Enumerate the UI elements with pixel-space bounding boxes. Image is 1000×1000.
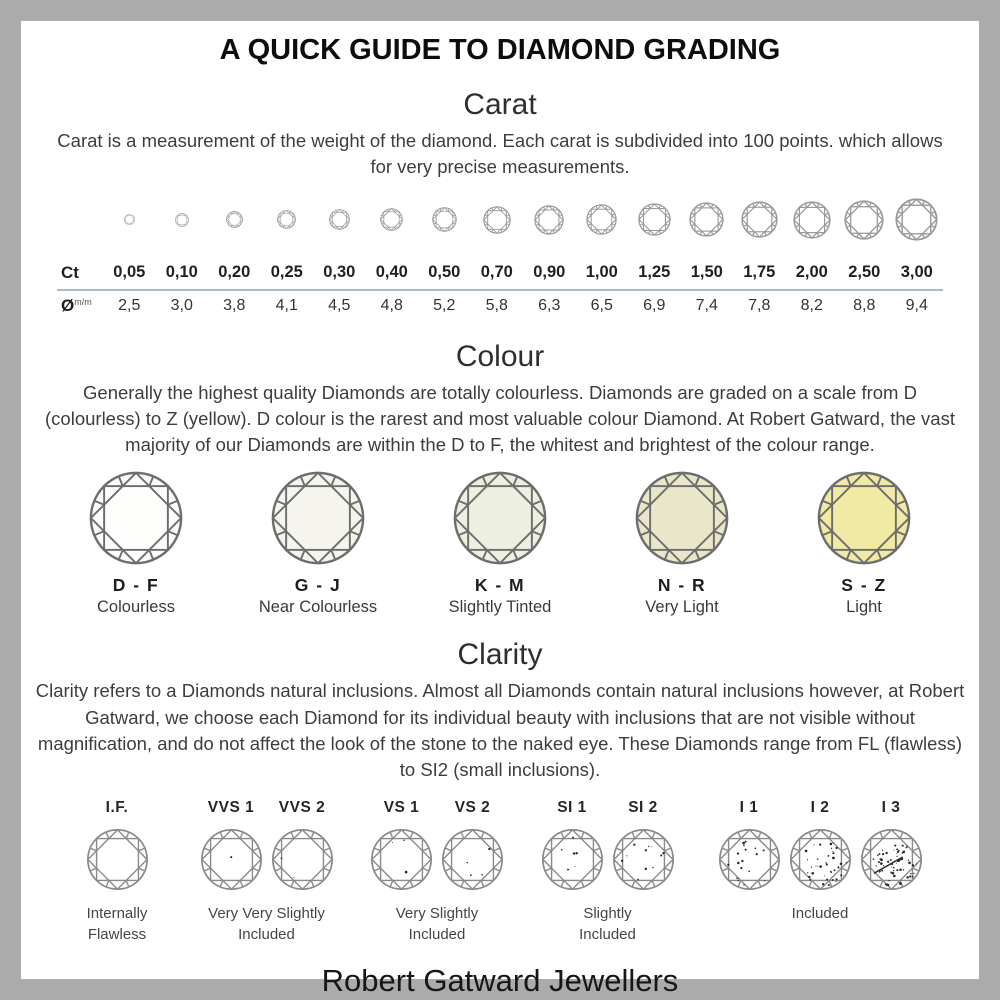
carat-value: 0,25: [270, 263, 303, 282]
carat-diamond-icon: [523, 205, 576, 235]
carat-heading: Carat: [463, 88, 537, 121]
clarity-grade-group: [535, 799, 681, 945]
carat-diamond-icon: [471, 206, 524, 234]
clarity-group-caption: Very Slightly Included: [395, 905, 479, 943]
diameter-mm-value: 4,8: [380, 296, 403, 314]
clarity-grade-code: I 1: [739, 799, 759, 817]
carat-diamond-icon: [891, 198, 944, 241]
carat-diamond-icon: [576, 204, 629, 235]
colour-grade-label: Light: [846, 598, 882, 617]
carat-value: 1,75: [743, 263, 776, 282]
clarity-grade-item: [441, 799, 504, 891]
clarity-diamond-icon: [200, 828, 263, 891]
clarity-grade-code: VS 1: [383, 799, 420, 817]
clarity-grade-item: [370, 799, 433, 891]
clarity-grade-code: VS 2: [454, 799, 491, 817]
carat-value: 3,00: [900, 263, 933, 282]
clarity-diamond-icon: [86, 828, 149, 891]
clarity-grade-item: [612, 799, 675, 891]
diameter-mm-value: 5,8: [485, 296, 508, 314]
diameter-mm-value: 7,8: [748, 296, 771, 314]
clarity-group-caption: Very Very Slightly Included: [208, 905, 325, 943]
colour-section: [21, 340, 979, 618]
diameter-mm-value: 2,5: [118, 296, 141, 314]
carat-size-table: [21, 189, 979, 319]
diameter-symbol: Ø: [61, 295, 75, 315]
diameter-mm-value: 8,8: [853, 296, 876, 314]
carat-table-divider: [57, 289, 943, 291]
clarity-diamonds: [86, 799, 149, 891]
colour-grade-item: [45, 470, 227, 617]
clarity-diamond-icon: [860, 828, 923, 891]
carat-value: 1,00: [585, 263, 618, 282]
carat-section: [21, 88, 979, 319]
colour-grade-item: [409, 470, 591, 617]
carat-diamond-icon: [261, 210, 314, 229]
diameter-mm-value: 6,9: [643, 296, 666, 314]
colour-grade-row: [45, 470, 955, 617]
page-title: A QUICK GUIDE TO DIAMOND GRADING: [219, 34, 781, 66]
clarity-diamonds: [200, 799, 334, 891]
colour-grade-item: [227, 470, 409, 617]
carat-mm-row-label: [57, 296, 103, 316]
carat-description: Carat is a measurement of the weight of the diamond. Each carat is subdivided into 100 points. which allows for very precise measurements.: [57, 130, 943, 178]
colour-description: Generally the highest quality Diamonds are totally colourless. Diamonds are graded on a scale from D (colourless) to Z (yellow). D colour is the rarest and most valuable colour Diamond. At Robert Gatward, the vast majority of our Diamonds are within the D to F, the whitest and brightest of the colour range.: [45, 381, 955, 456]
carat-value: 2,50: [848, 263, 881, 282]
clarity-grade-code: I 2: [810, 799, 830, 817]
diameter-mm-value: 8,2: [800, 296, 823, 314]
clarity-diamond-icon: [370, 828, 433, 891]
clarity-diamond-icon: [612, 828, 675, 891]
colour-grade-item: [591, 470, 773, 617]
clarity-grade-group: [707, 799, 933, 924]
clarity-group-caption: Internally Flawless: [86, 905, 148, 943]
clarity-grade-item: [271, 799, 334, 891]
colour-diamond-icon: [816, 470, 912, 566]
colour-diamond-icon: [452, 470, 548, 566]
diameter-mm-value: 9,4: [905, 296, 928, 314]
clarity-diamond-icon: [441, 828, 504, 891]
colour-grade-range: D - F: [112, 575, 160, 596]
diamond-grading-infographic: [21, 21, 979, 998]
clarity-description: Clarity refers to a Diamonds natural inclusions. Almost all Diamonds contain natural inclusions however, at Robert Gatward, we choose each Diamond for its individual beauty with inclusions that are not visible without magnification, and do not affect the look of the stone to the naked eye. These Diamonds range from FL (flawless) to SI2 (small inclusions).: [35, 680, 965, 781]
clarity-grade-group: [67, 799, 167, 945]
colour-grade-label: Near Colourless: [258, 598, 378, 617]
carat-value: 0,10: [165, 263, 198, 282]
carat-value: 0,30: [323, 263, 356, 282]
carat-value: 0,05: [113, 263, 146, 282]
colour-grade-label: Slightly Tinted: [448, 598, 552, 617]
carat-value: 0,50: [428, 263, 461, 282]
clarity-grade-group: [366, 799, 508, 945]
colour-grade-range: G - J: [294, 575, 342, 596]
clarity-grade-item: [789, 799, 852, 891]
carat-diamond-icon: [366, 208, 419, 231]
carat-value: 0,90: [533, 263, 566, 282]
diameter-mm-value: 3,0: [170, 296, 193, 314]
clarity-diamonds: [370, 799, 504, 891]
clarity-diamond-icon: [789, 828, 852, 891]
clarity-heading: Clarity: [457, 638, 543, 672]
colour-grade-label: Very Light: [645, 598, 719, 617]
diameter-unit: m/m: [74, 296, 92, 307]
clarity-grade-item: [541, 799, 604, 891]
carat-value: 0,20: [218, 263, 251, 282]
clarity-grade-code: SI 2: [628, 799, 658, 817]
clarity-diamond-icon: [718, 828, 781, 891]
clarity-grade-code: VVS 2: [278, 799, 326, 817]
colour-diamond-icon: [270, 470, 366, 566]
clarity-grade-code: VVS 1: [207, 799, 255, 817]
carat-value: 1,50: [690, 263, 723, 282]
colour-diamond-icon: [634, 470, 730, 566]
clarity-diamond-icon: [271, 828, 334, 891]
carat-diamond-icon: [418, 207, 471, 232]
carat-diamond-icon: [733, 201, 786, 238]
colour-heading: Colour: [455, 339, 545, 373]
carat-diamond-icon: [786, 201, 839, 239]
clarity-group-caption: Slightly Included: [579, 905, 636, 943]
clarity-grade-group: [194, 799, 340, 945]
carat-diamond-icon: [313, 209, 366, 230]
carat-value: 1,25: [638, 263, 671, 282]
diameter-mm-value: 4,5: [328, 296, 351, 314]
brand-footer: Robert Gatward Jewellers: [321, 962, 679, 998]
diameter-mm-value: 5,2: [433, 296, 456, 314]
carat-value: 0,40: [375, 263, 408, 282]
carat-diamond-icon: [628, 203, 681, 236]
clarity-grade-item: [718, 799, 781, 891]
clarity-diamond-icon: [541, 828, 604, 891]
diameter-mm-value: 6,3: [538, 296, 561, 314]
carat-diamond-icon: [156, 213, 209, 227]
diameter-mm-value: 7,4: [695, 296, 718, 314]
colour-grade-range: N - R: [657, 575, 707, 596]
clarity-section: [21, 638, 979, 945]
colour-grade-range: K - M: [474, 575, 526, 596]
diameter-mm-value: 6,5: [590, 296, 613, 314]
clarity-grade-row: [67, 799, 933, 945]
carat-value: 0,70: [480, 263, 513, 282]
carat-mm-row: [57, 293, 943, 319]
carat-diamond-icon: [103, 214, 156, 225]
clarity-grade-item: [86, 799, 149, 891]
colour-grade-item: [773, 470, 955, 617]
clarity-grade-code: I 3: [881, 799, 901, 817]
colour-grade-label: Colourless: [97, 598, 175, 617]
carat-ct-row: [57, 259, 943, 287]
colour-diamond-icon: [88, 470, 184, 566]
diameter-mm-value: 3,8: [223, 296, 246, 314]
colour-grade-range: S - Z: [841, 575, 887, 596]
clarity-diamonds: [718, 799, 923, 891]
clarity-grade-code: SI 1: [557, 799, 587, 817]
clarity-grade-item: [200, 799, 263, 891]
clarity-diamonds: [541, 799, 675, 891]
carat-value: 2,00: [795, 263, 828, 282]
clarity-group-caption: Included: [791, 905, 849, 923]
clarity-grade-item: [860, 799, 923, 891]
carat-diamond-icon: [208, 211, 261, 228]
diameter-mm-value: 4,1: [275, 296, 298, 314]
carat-ct-row-label: Ct: [61, 262, 79, 282]
carat-diamond-icon: [838, 200, 891, 240]
carat-diamond-icon: [681, 202, 734, 237]
clarity-grade-code: I.F.: [105, 799, 129, 817]
carat-diamond-row: [57, 189, 943, 251]
